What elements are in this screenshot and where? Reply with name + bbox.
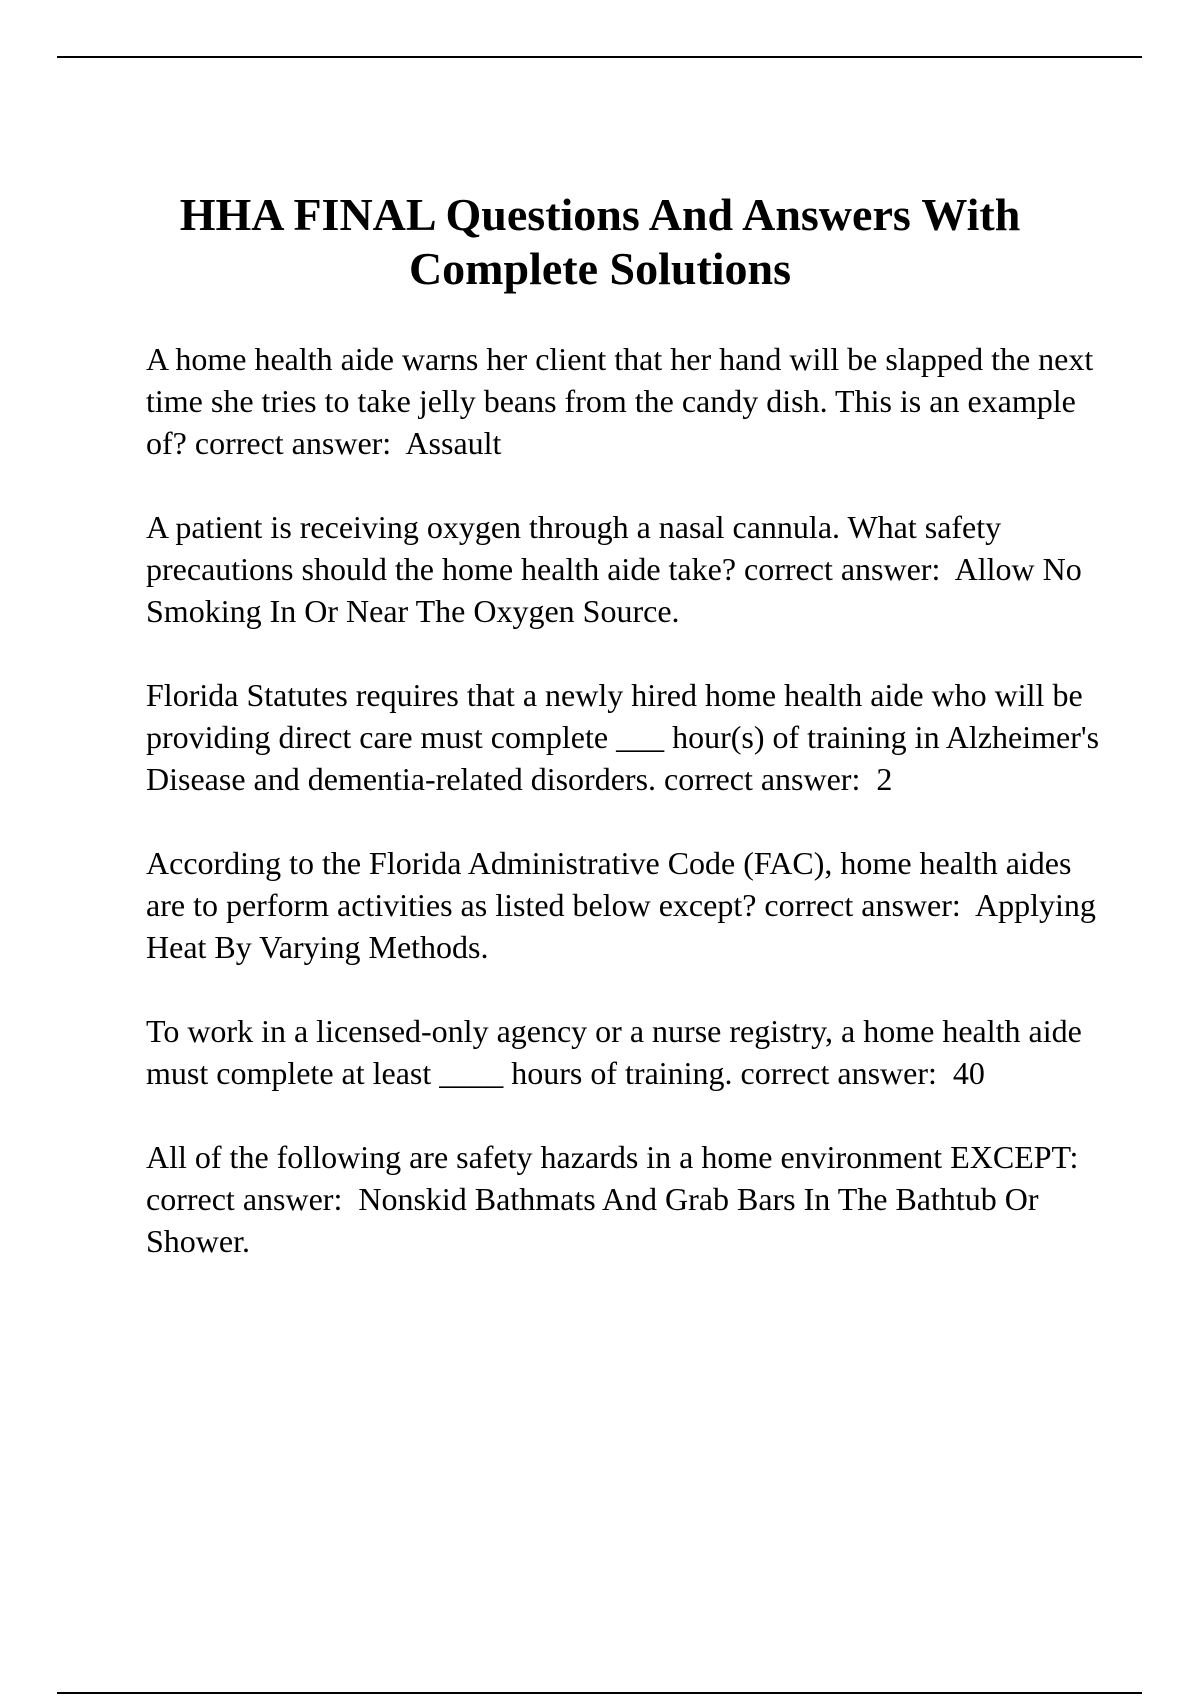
title-line-1: HHA FINAL Questions And Answers With [179,189,1021,240]
answer-label: correct answer: [764,887,961,923]
qa-list [146,338,1106,1304]
answer-label: correct answer: [664,761,861,797]
question-text: Florida Statutes requires that a newly hired home health aide who will be providing direct care must complete ___ hour(s) of training in Alzheimer's Disease and dementia-related disorders. [146,677,1100,797]
answer-text: 40 [952,1055,985,1091]
title-line-2: Complete Solutions [408,243,792,294]
answer-label: correct answer: [744,551,941,587]
question-text: All of the following are safety hazards in a home environment EXCEPT: [146,1139,1079,1175]
header-rule [57,56,1142,58]
answer-text: Applying Heat By Varying Methods. [146,887,1096,965]
qa-item-6 [146,1136,1106,1262]
qa-item-5 [146,1010,1106,1094]
qa-item-1 [146,338,1106,464]
answer-label: correct answer: [740,1055,937,1091]
document-title [100,188,1100,296]
answer-text: Assault [405,425,502,461]
qa-item-4 [146,842,1106,968]
qa-item-3 [146,674,1106,800]
footer-rule [57,1692,1142,1694]
answer-label: correct answer: [146,1181,343,1217]
answer-label: correct answer: [194,425,392,461]
answer-text: Allow No Smoking In Or Near The Oxygen Source. [146,551,1082,629]
question-text: A home health aide warns her client that her hand will be slapped the next time she tries to take jelly beans from the candy dish. This is an example of? [146,341,1094,461]
answer-text: 2 [876,761,893,797]
question-text: A patient is receiving oxygen through a nasal cannula. What safety precautions should the home health aide take? [146,509,1002,587]
question-text: To work in a licensed-only agency or a nurse registry, a home health aide must complete at least ____ hours of training. [146,1013,1082,1091]
question-text: According to the Florida Administrative Code (FAC), home health aides are to perform activities as listed below except? [146,845,1072,923]
qa-item-2 [146,506,1106,632]
answer-text: Nonskid Bathmats And Grab Bars In The Bathtub Or Shower. [146,1181,1039,1259]
